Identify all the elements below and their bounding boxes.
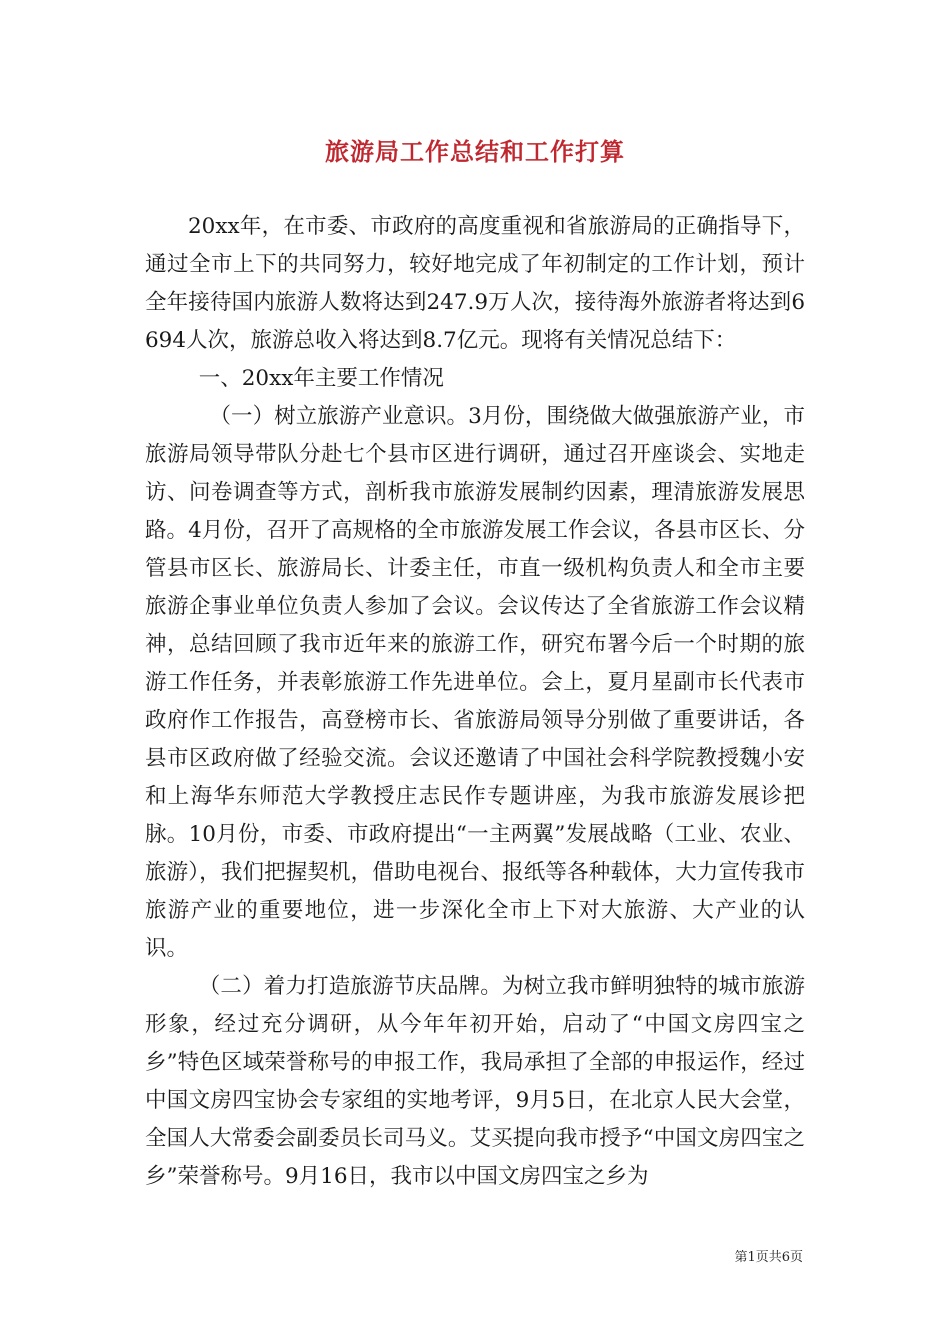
document-body (145, 208, 805, 1196)
section-heading: 一、20xx年主要工作情况 (198, 366, 444, 391)
page-number: 第1页共6页 (734, 1250, 803, 1265)
subsection-paragraph-1: （一）树立旅游产业意识。3月份，围绕做大做强旅游产业，市旅游局领导带队分赴七个县市区进行调研，通过召开座谈会、实地走访、问卷调查等方式，剖析我市旅游发展制约因素，理清旅游发展思路。4月份，召开了高规格的全市旅游发展工作会议，各县市区长、分管县市区长、旅游局长、计委主任，市直一级机构负责人和全市主要旅游企事业单位负责人参加了会议。会议传达了全省旅游工作会议精神，总结回顾了我市近年来的旅游工作，研究布署今后一个时期的旅游工作任务，并表彰旅游工作先进单位。会上，夏月星副市长代表市政府作工作报告，高登榜市长、省旅游局领导分别做了重要讲话，各县市区政府做了经验交流。会议还邀请了中国社会科学院教授魏小安和上海华东师范大学教授庄志民作专题讲座，为我市旅游发展诊把脉。10月份，市委、市政府提出“一主两翼”发展战略（工业、农业、旅游），我们把握契机，借助电视台、报纸等各种载体，大力宣传我市旅游产业的重要地位，进一步深化全市上下对大旅游、大产业的认识。 (145, 404, 805, 961)
intro-paragraph: 20xx年，在市委、市政府的高度重视和省旅游局的正确指导下，通过全市上下的共同努力，较好地完成了年初制定的工作计划，预计全年接待国内旅游人数将达到247.9万人次，接待海外旅游者将达到6694人次，旅游总收入将达到8.7亿元。现将有关情况总结下： (145, 214, 805, 353)
document-title: 旅游局工作总结和工作打算 (325, 137, 625, 166)
subsection-paragraph-2: （二）着力打造旅游节庆品牌。为树立我市鲜明独特的城市旅游形象，经过充分调研，从今年年初开始，启动了“中国文房四宝之乡”特色区域荣誉称号的申报工作，我局承担了全部的申报运作，经过中国文房四宝协会专家组的实地考评，9月5日，在北京人民大会堂，全国人大常委会副委员长司马义。艾买提向我市授予“中国文房四宝之乡”荣誉称号。9月16日，我市以中国文房四宝之乡为 (145, 974, 805, 1189)
